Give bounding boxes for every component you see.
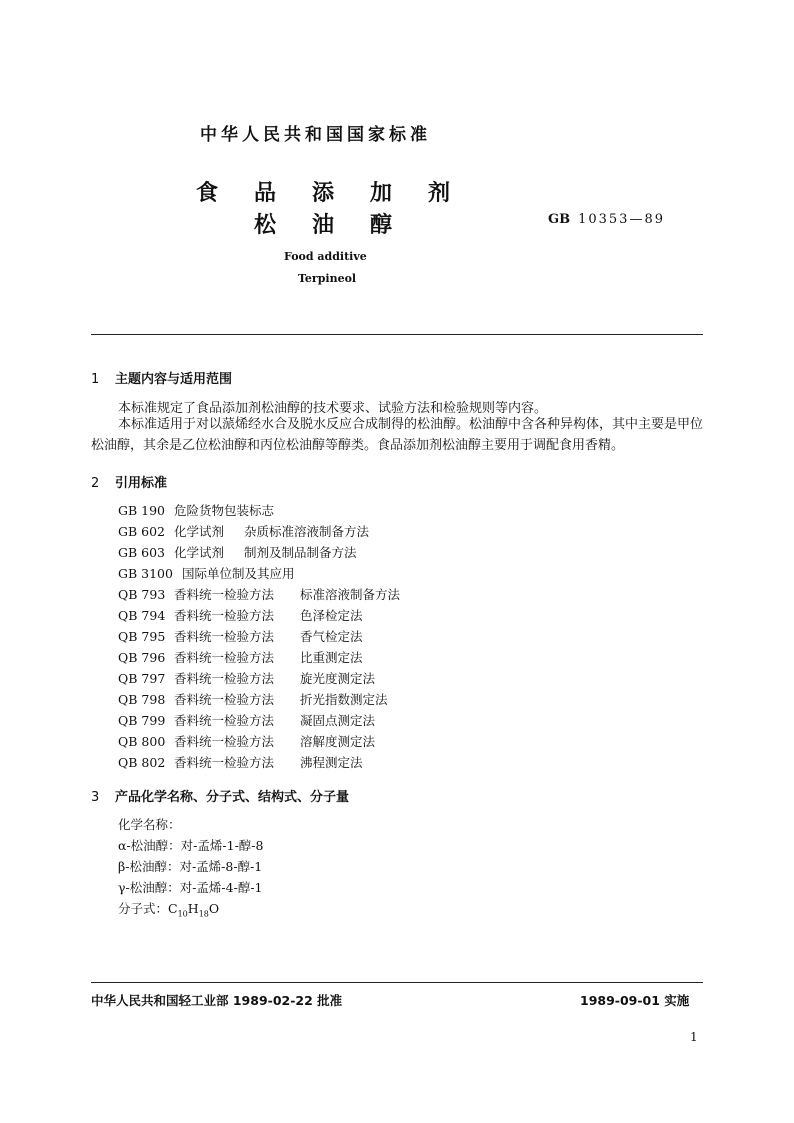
standard-prefix: GB (548, 212, 571, 227)
beta-terpineol-name: β-松油醇：对-孟烯-8-醇-1 (118, 859, 263, 874)
section-title: 引用标准 (115, 476, 168, 491)
page-number: 1 (690, 1030, 698, 1044)
section-2-heading (91, 472, 167, 491)
section-number: 1 (91, 372, 100, 387)
reference-item (118, 732, 375, 750)
reference-method: 溶解度测定法 (300, 734, 376, 749)
reference-name: 香料统一检验方法 (174, 629, 275, 644)
reference-code: GB 190 (118, 503, 166, 518)
reference-method: 折光指数测定法 (300, 692, 388, 707)
effective-date: 1989-09-01 实施 (580, 993, 690, 1008)
formula-label: 分子式： (118, 901, 169, 916)
title-char: 松 (254, 213, 277, 238)
molecular-formula (118, 899, 219, 919)
section-title: 主题内容与适用范围 (115, 372, 233, 387)
national-standard-heading: 中华人民共和国国家标准 (200, 125, 431, 145)
reference-item (118, 501, 274, 519)
reference-code: QB 798 (118, 692, 166, 707)
section-1-heading (91, 368, 232, 387)
formula-h: H (187, 901, 199, 916)
reference-code: QB 800 (118, 734, 166, 749)
reference-item (118, 564, 295, 582)
formula-h-subscript: 18 (198, 909, 209, 919)
reference-name: 香料统一检验方法 (174, 587, 275, 602)
formula-o: O (208, 901, 220, 916)
reference-name: 化学试剂 (174, 524, 225, 539)
reference-method: 色泽检定法 (300, 608, 363, 623)
formula-c: C (168, 901, 178, 916)
chemical-name-label: 化学名称： (118, 817, 181, 832)
reference-item (118, 585, 400, 603)
issuer-approval: 中华人民共和国轻工业部 1989-02-22 批准 (91, 993, 343, 1008)
title-char: 添 (312, 181, 335, 206)
reference-name: 香料统一检验方法 (174, 713, 275, 728)
gamma-terpineol-name: γ-松油醇：对-孟烯-4-醇-1 (118, 880, 263, 895)
reference-item (118, 606, 363, 624)
title-char: 醇 (370, 213, 393, 238)
reference-item (118, 648, 363, 666)
reference-code: GB 3100 (118, 566, 173, 581)
section-1-paragraph-2: 本标准适用于对以蒎烯经水合及脱水反应合成制得的松油醇。松油醇中含各种异构体，其中主要是甲位松油醇，其余是乙位松油醇和丙位松油醇等醇类。食品添加剂松油醇主要用于调配食用香精。 (91, 417, 704, 453)
english-title-1: Food additive (284, 250, 367, 263)
reference-method: 沸程测定法 (300, 755, 363, 770)
reference-code: QB 797 (118, 671, 166, 686)
reference-name: 危险货物包装标志 (174, 503, 275, 518)
section-3-heading (91, 786, 349, 805)
bottom-divider (91, 982, 703, 983)
reference-method: 凝固点测定法 (300, 713, 376, 728)
title-char: 品 (254, 181, 277, 206)
title-char: 油 (312, 213, 335, 238)
section-title: 产品化学名称、分子式、结构式、分子量 (115, 790, 350, 805)
reference-name: 香料统一检验方法 (174, 608, 275, 623)
reference-code: GB 603 (118, 545, 166, 560)
reference-code: QB 795 (118, 629, 166, 644)
standard-number (548, 212, 665, 227)
reference-item (118, 711, 375, 729)
reference-item (118, 522, 369, 540)
reference-method: 比重测定法 (300, 650, 363, 665)
reference-name: 香料统一检验方法 (174, 671, 275, 686)
section-number: 3 (91, 790, 100, 805)
reference-name: 香料统一检验方法 (174, 734, 275, 749)
reference-name: 香料统一检验方法 (174, 650, 275, 665)
reference-method: 制剂及制品制备方法 (244, 545, 357, 560)
section-number: 2 (91, 476, 100, 491)
reference-name: 香料统一检验方法 (174, 755, 275, 770)
alpha-terpineol-name: α-松油醇：对-孟烯-1-醇-8 (118, 838, 264, 853)
section-1-paragraph-1: 本标准规定了食品添加剂松油醇的技术要求、试验方法和检验规则等内容。 (118, 401, 548, 416)
reference-code: QB 802 (118, 755, 166, 770)
reference-item (118, 690, 388, 708)
reference-item (118, 627, 363, 645)
reference-method: 香气检定法 (300, 629, 363, 644)
reference-name: 国际单位制及其应用 (182, 566, 295, 581)
standard-number-value: 10353—89 (578, 212, 665, 227)
title-char: 剂 (428, 181, 451, 206)
reference-code: QB 796 (118, 650, 166, 665)
english-title-2: Terpineol (298, 272, 357, 285)
title-line-2 (254, 208, 428, 239)
title-line-1 (196, 176, 486, 207)
top-divider (91, 334, 703, 335)
reference-method: 杂质标准溶液制备方法 (244, 524, 370, 539)
reference-item (118, 669, 375, 687)
formula-c-subscript: 10 (177, 909, 188, 919)
reference-name: 香料统一检验方法 (174, 692, 275, 707)
reference-code: GB 602 (118, 524, 166, 539)
reference-item (118, 543, 357, 561)
reference-code: QB 799 (118, 713, 166, 728)
reference-method: 标准溶液制备方法 (300, 587, 401, 602)
reference-name: 化学试剂 (174, 545, 225, 560)
reference-code: QB 794 (118, 608, 166, 623)
title-char: 食 (196, 181, 219, 206)
reference-item (118, 753, 363, 771)
reference-method: 旋光度测定法 (300, 671, 376, 686)
reference-code: QB 793 (118, 587, 166, 602)
title-char: 加 (370, 181, 393, 206)
